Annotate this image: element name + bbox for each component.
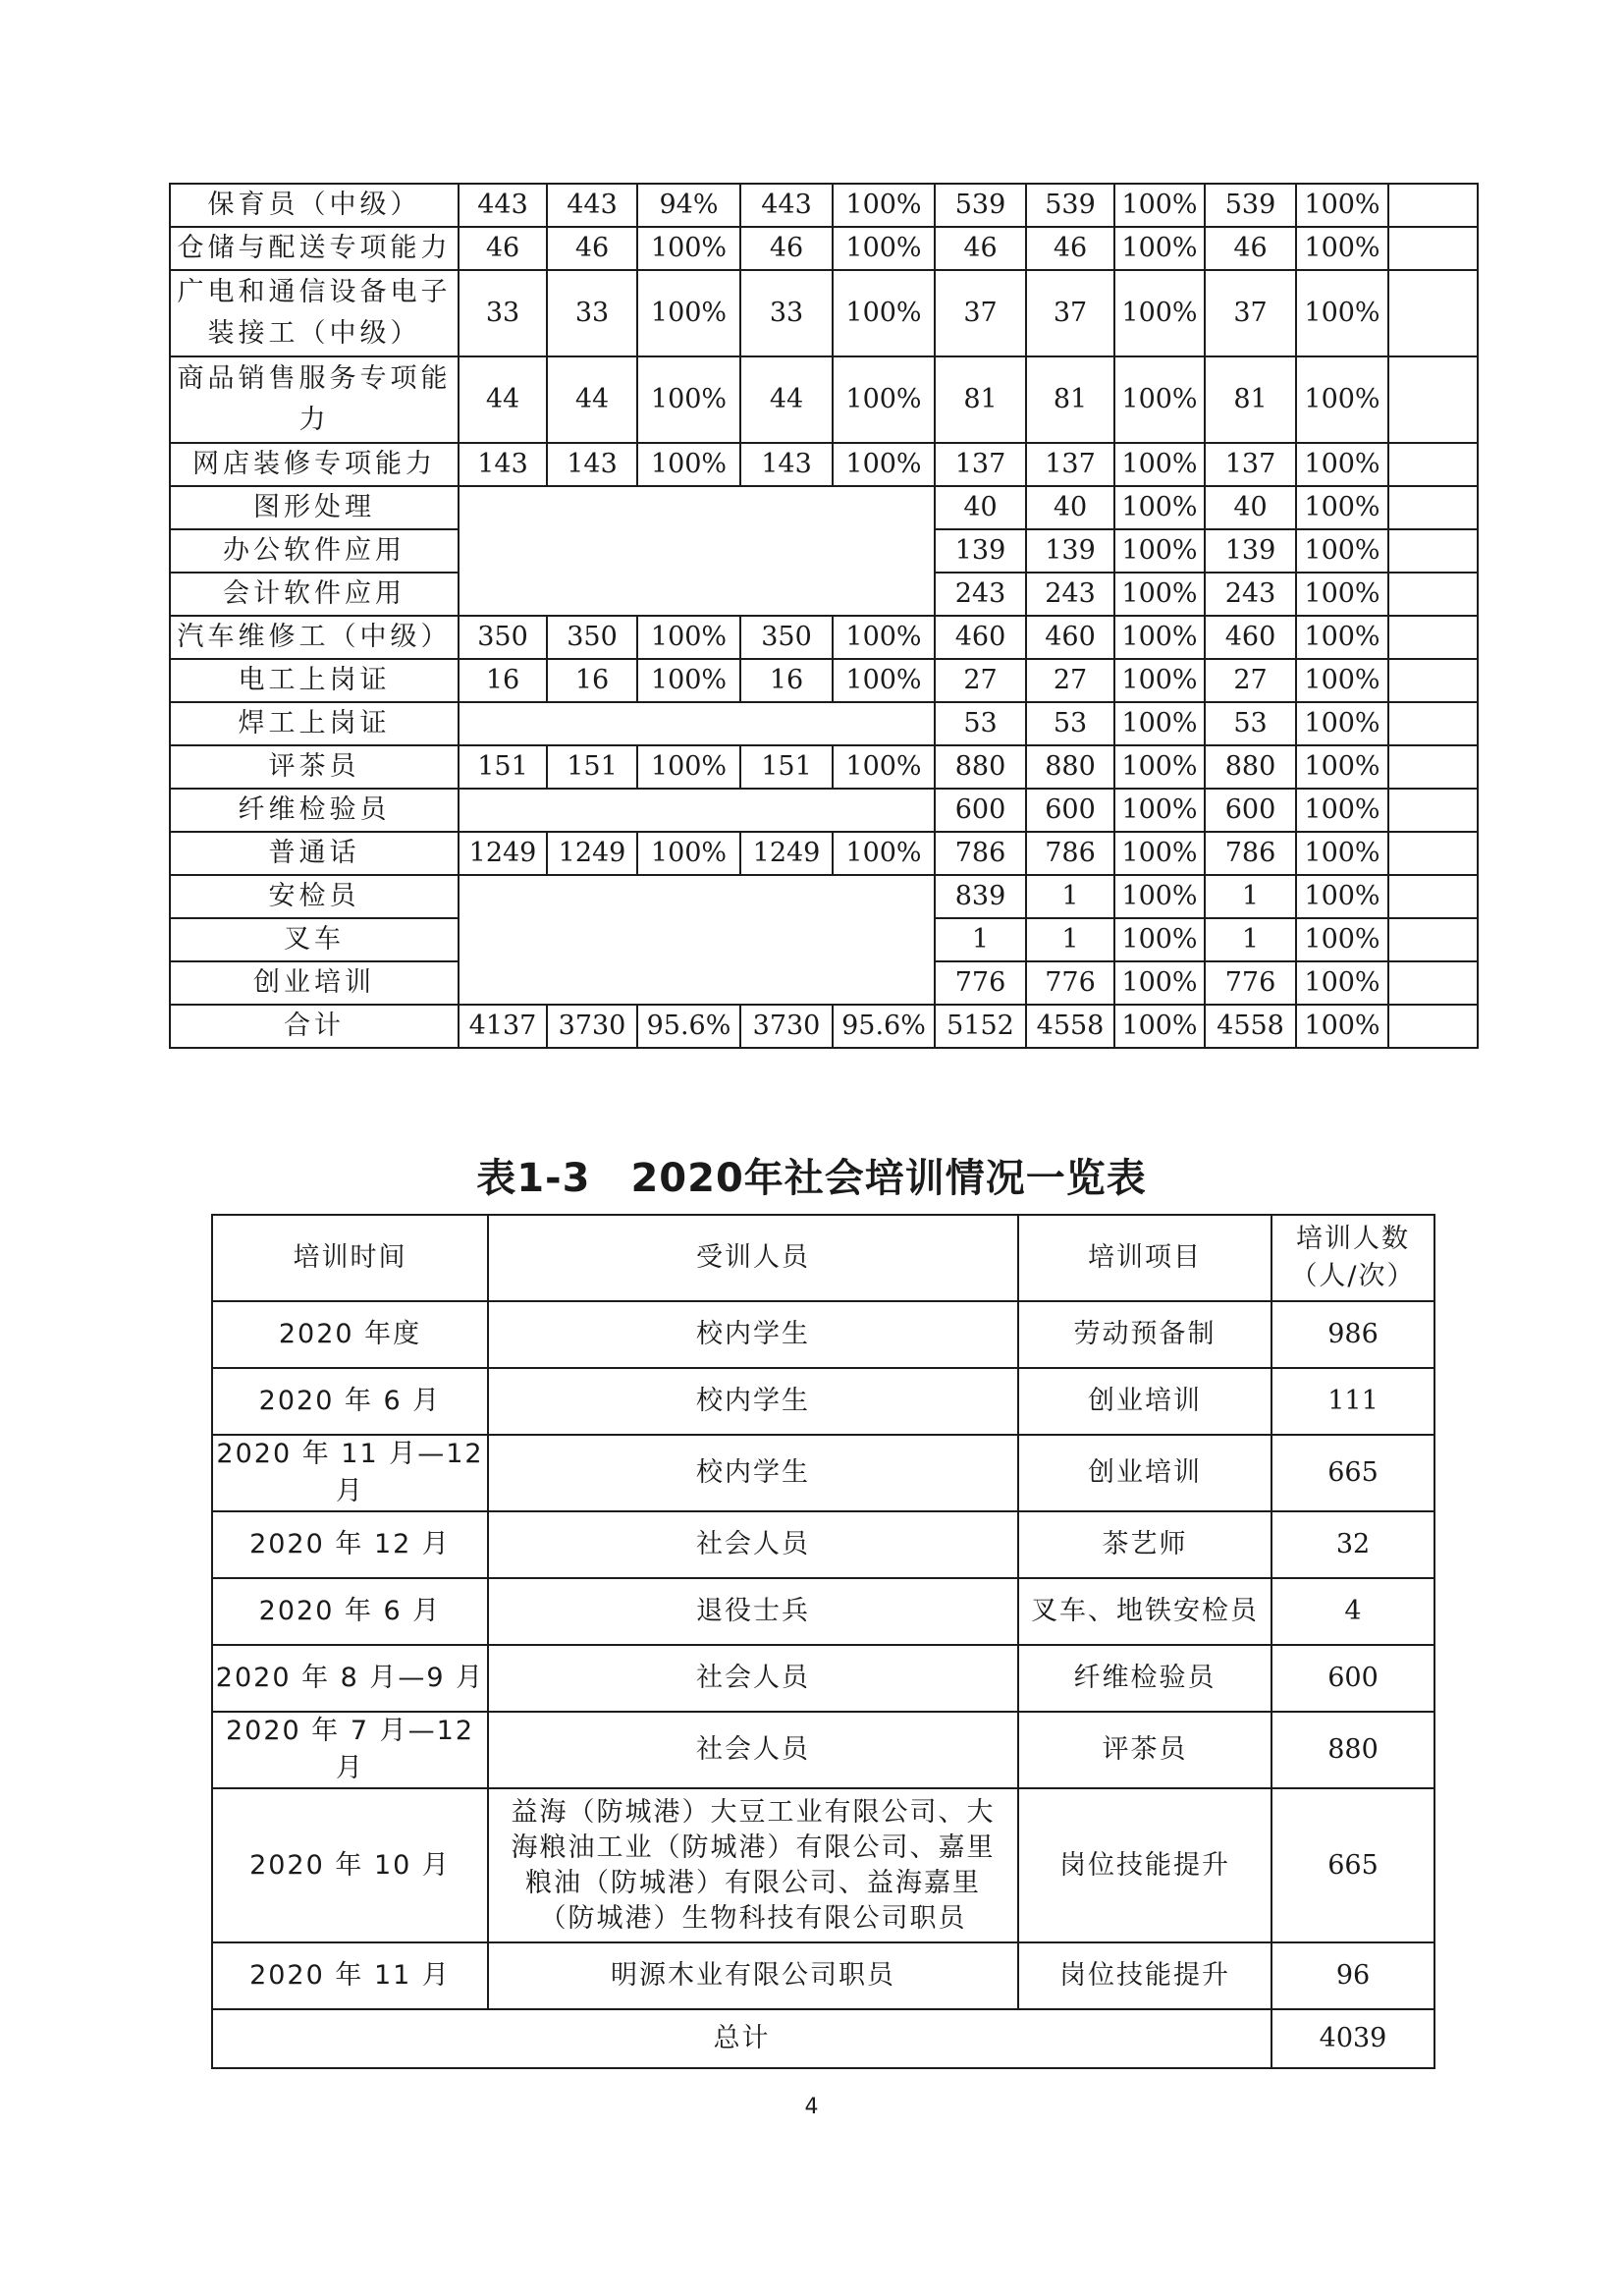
time-cell: 2020 年 6 月 xyxy=(212,1578,488,1645)
data-cell: 100% xyxy=(1114,184,1205,227)
table-row xyxy=(170,1005,1478,1048)
data-cell xyxy=(1388,659,1478,702)
data-cell: 539 xyxy=(1205,184,1296,227)
trainees-cell: 退役士兵 xyxy=(488,1578,1018,1645)
empty-merged-cell xyxy=(459,918,935,961)
data-cell: 100% xyxy=(637,356,740,443)
row-label: 安检员 xyxy=(170,875,459,918)
time-cell: 2020 年 7 月—12 月 xyxy=(212,1712,488,1788)
time-cell: 2020 年 12 月 xyxy=(212,1511,488,1578)
data-cell: 44 xyxy=(740,356,833,443)
data-cell: 786 xyxy=(935,832,1026,875)
data-cell: 100% xyxy=(1296,702,1388,745)
data-cell: 100% xyxy=(1296,356,1388,443)
data-cell xyxy=(1388,789,1478,832)
data-cell: 27 xyxy=(1026,659,1114,702)
data-cell: 53 xyxy=(1026,702,1114,745)
table-row xyxy=(170,961,1478,1005)
table-row xyxy=(212,1645,1434,1712)
data-cell xyxy=(1388,961,1478,1005)
time-cell: 2020 年 6 月 xyxy=(212,1368,488,1435)
data-cell: 1 xyxy=(935,918,1026,961)
table-row xyxy=(170,184,1478,227)
data-cell xyxy=(1388,227,1478,270)
data-cell: 880 xyxy=(1205,745,1296,789)
project-cell: 叉车、地铁安检员 xyxy=(1018,1578,1271,1645)
data-cell: 100% xyxy=(1296,1005,1388,1048)
trainees-cell: 社会人员 xyxy=(488,1712,1018,1788)
row-label: 叉车 xyxy=(170,918,459,961)
data-cell: 880 xyxy=(935,745,1026,789)
data-cell: 350 xyxy=(547,616,637,659)
data-cell: 350 xyxy=(459,616,547,659)
data-cell: 460 xyxy=(1205,616,1296,659)
data-cell: 100% xyxy=(1296,529,1388,573)
data-cell: 143 xyxy=(547,443,637,486)
data-cell: 4558 xyxy=(1026,1005,1114,1048)
count-cell: 111 xyxy=(1271,1368,1434,1435)
data-cell: 100% xyxy=(1296,918,1388,961)
data-cell: 350 xyxy=(740,616,833,659)
table-title: 表1-3 2020年社会培训情况一览表 xyxy=(476,1156,1147,1201)
trainees-cell: 益海（防城港）大豆工业有限公司、大海粮油工业（防城港）有限公司、嘉里粮油（防城港）有限公司、益海嘉里（防城港）生物科技有限公司职员 xyxy=(488,1788,1018,1942)
row-label: 评茶员 xyxy=(170,745,459,789)
data-cell: 100% xyxy=(1114,1005,1205,1048)
data-cell: 100% xyxy=(1114,789,1205,832)
table-row xyxy=(170,659,1478,702)
data-cell: 100% xyxy=(833,356,935,443)
data-cell xyxy=(1388,616,1478,659)
data-cell: 100% xyxy=(637,616,740,659)
data-cell: 139 xyxy=(935,529,1026,573)
total-label: 总计 xyxy=(212,2009,1271,2068)
data-cell xyxy=(1388,356,1478,443)
data-cell: 137 xyxy=(935,443,1026,486)
data-cell xyxy=(1388,1005,1478,1048)
data-cell: 81 xyxy=(935,356,1026,443)
time-cell: 2020 年 11 月 xyxy=(212,1942,488,2009)
count-cell: 665 xyxy=(1271,1788,1434,1942)
table-row xyxy=(170,270,1478,356)
data-cell: 4558 xyxy=(1205,1005,1296,1048)
table-row xyxy=(212,1511,1434,1578)
data-cell: 151 xyxy=(740,745,833,789)
data-cell xyxy=(1388,573,1478,616)
data-cell: 100% xyxy=(833,745,935,789)
row-label: 网店装修专项能力 xyxy=(170,443,459,486)
row-label: 焊工上岗证 xyxy=(170,702,459,745)
data-cell: 243 xyxy=(935,573,1026,616)
data-cell: 600 xyxy=(1026,789,1114,832)
project-cell: 创业培训 xyxy=(1018,1435,1271,1511)
trainees-cell: 校内学生 xyxy=(488,1435,1018,1511)
data-cell: 40 xyxy=(935,486,1026,529)
data-cell: 143 xyxy=(459,443,547,486)
project-cell: 劳动预备制 xyxy=(1018,1301,1271,1368)
row-label: 保育员（中级） xyxy=(170,184,459,227)
data-cell xyxy=(1388,832,1478,875)
row-label: 汽车维修工（中级） xyxy=(170,616,459,659)
header-cell: 培训人数（人/次） xyxy=(1271,1215,1434,1301)
data-cell: 46 xyxy=(1205,227,1296,270)
data-cell xyxy=(1388,184,1478,227)
trainees-cell: 明源木业有限公司职员 xyxy=(488,1942,1018,2009)
data-cell: 100% xyxy=(1114,573,1205,616)
empty-merged-cell xyxy=(459,486,935,529)
count-cell: 32 xyxy=(1271,1511,1434,1578)
data-cell xyxy=(1388,918,1478,961)
data-cell: 100% xyxy=(637,227,740,270)
data-cell: 100% xyxy=(833,659,935,702)
data-cell: 16 xyxy=(547,659,637,702)
data-cell: 100% xyxy=(833,443,935,486)
data-cell: 100% xyxy=(833,227,935,270)
empty-merged-cell xyxy=(459,573,935,616)
row-label: 办公软件应用 xyxy=(170,529,459,573)
data-cell: 143 xyxy=(740,443,833,486)
data-cell: 151 xyxy=(547,745,637,789)
empty-merged-cell xyxy=(459,875,935,918)
trainees-cell: 社会人员 xyxy=(488,1645,1018,1712)
data-cell: 100% xyxy=(1296,184,1388,227)
data-cell: 27 xyxy=(1205,659,1296,702)
data-cell xyxy=(1388,270,1478,356)
project-cell: 茶艺师 xyxy=(1018,1511,1271,1578)
table-row xyxy=(170,745,1478,789)
table-row xyxy=(170,227,1478,270)
data-cell: 139 xyxy=(1205,529,1296,573)
time-cell: 2020 年度 xyxy=(212,1301,488,1368)
data-cell: 539 xyxy=(935,184,1026,227)
data-cell: 16 xyxy=(459,659,547,702)
data-cell: 243 xyxy=(1205,573,1296,616)
data-cell: 33 xyxy=(740,270,833,356)
data-cell: 839 xyxy=(935,875,1026,918)
data-cell: 100% xyxy=(1296,789,1388,832)
count-cell: 986 xyxy=(1271,1301,1434,1368)
data-cell: 100% xyxy=(1114,616,1205,659)
table-row xyxy=(170,702,1478,745)
data-cell: 100% xyxy=(637,659,740,702)
table-row xyxy=(170,486,1478,529)
data-cell: 1 xyxy=(1205,918,1296,961)
data-cell xyxy=(1388,745,1478,789)
count-cell: 96 xyxy=(1271,1942,1434,2009)
total-value: 4039 xyxy=(1271,2009,1434,2068)
time-cell: 2020 年 10 月 xyxy=(212,1788,488,1942)
data-cell: 100% xyxy=(1296,227,1388,270)
project-cell: 评茶员 xyxy=(1018,1712,1271,1788)
data-cell: 100% xyxy=(1296,443,1388,486)
header-cell: 受训人员 xyxy=(488,1215,1018,1301)
data-cell: 600 xyxy=(935,789,1026,832)
data-cell: 1249 xyxy=(459,832,547,875)
data-cell: 776 xyxy=(1026,961,1114,1005)
data-cell: 100% xyxy=(1114,356,1205,443)
empty-merged-cell xyxy=(459,961,935,1005)
table-row xyxy=(212,1435,1434,1511)
data-cell: 27 xyxy=(935,659,1026,702)
data-cell: 100% xyxy=(1114,529,1205,573)
row-label: 电工上岗证 xyxy=(170,659,459,702)
table-row xyxy=(212,1788,1434,1942)
trainees-cell: 社会人员 xyxy=(488,1511,1018,1578)
data-cell: 46 xyxy=(935,227,1026,270)
data-cell: 40 xyxy=(1205,486,1296,529)
count-cell: 880 xyxy=(1271,1712,1434,1788)
data-cell xyxy=(1388,875,1478,918)
data-cell: 100% xyxy=(833,616,935,659)
data-cell: 880 xyxy=(1026,745,1114,789)
table-row xyxy=(212,1301,1434,1368)
social-training-table xyxy=(211,1214,1435,2069)
project-cell: 岗位技能提升 xyxy=(1018,1788,1271,1942)
data-cell: 100% xyxy=(1296,659,1388,702)
header-cell: 培训时间 xyxy=(212,1215,488,1301)
data-cell: 53 xyxy=(935,702,1026,745)
data-cell xyxy=(1388,529,1478,573)
data-cell: 1 xyxy=(1026,918,1114,961)
data-cell: 786 xyxy=(1205,832,1296,875)
data-cell: 95.6% xyxy=(637,1005,740,1048)
row-label: 合计 xyxy=(170,1005,459,1048)
count-cell: 4 xyxy=(1271,1578,1434,1645)
data-cell: 460 xyxy=(1026,616,1114,659)
data-cell: 33 xyxy=(459,270,547,356)
data-cell: 94% xyxy=(637,184,740,227)
data-cell: 44 xyxy=(547,356,637,443)
data-cell: 539 xyxy=(1026,184,1114,227)
data-cell: 100% xyxy=(833,184,935,227)
page-number: 4 xyxy=(804,2095,819,2119)
data-cell: 100% xyxy=(1114,659,1205,702)
data-cell: 3730 xyxy=(740,1005,833,1048)
trainees-cell: 校内学生 xyxy=(488,1301,1018,1368)
data-cell: 1 xyxy=(1205,875,1296,918)
data-cell: 100% xyxy=(1296,486,1388,529)
data-cell: 776 xyxy=(935,961,1026,1005)
table-row xyxy=(170,529,1478,573)
data-cell: 5152 xyxy=(935,1005,1026,1048)
data-cell: 776 xyxy=(1205,961,1296,1005)
data-cell: 100% xyxy=(1114,270,1205,356)
data-cell: 81 xyxy=(1205,356,1296,443)
data-cell: 46 xyxy=(1026,227,1114,270)
data-cell: 100% xyxy=(637,745,740,789)
table-row xyxy=(170,443,1478,486)
data-cell: 137 xyxy=(1205,443,1296,486)
data-cell: 100% xyxy=(1114,486,1205,529)
data-cell: 100% xyxy=(1296,270,1388,356)
table-row xyxy=(170,616,1478,659)
data-cell: 3730 xyxy=(547,1005,637,1048)
header-cell: 培训项目 xyxy=(1018,1215,1271,1301)
data-cell: 100% xyxy=(1296,832,1388,875)
data-cell: 100% xyxy=(1296,961,1388,1005)
data-cell xyxy=(1388,702,1478,745)
data-cell: 243 xyxy=(1026,573,1114,616)
table-row xyxy=(212,1368,1434,1435)
data-cell: 100% xyxy=(637,270,740,356)
data-cell: 100% xyxy=(833,270,935,356)
data-cell: 4137 xyxy=(459,1005,547,1048)
table-row xyxy=(212,1712,1434,1788)
data-cell xyxy=(1388,486,1478,529)
data-cell: 137 xyxy=(1026,443,1114,486)
data-cell: 100% xyxy=(1114,443,1205,486)
data-cell: 1 xyxy=(1026,875,1114,918)
data-cell: 100% xyxy=(1114,832,1205,875)
count-cell: 665 xyxy=(1271,1435,1434,1511)
data-cell: 95.6% xyxy=(833,1005,935,1048)
data-cell: 81 xyxy=(1026,356,1114,443)
data-cell: 100% xyxy=(1296,745,1388,789)
data-cell: 100% xyxy=(1114,875,1205,918)
data-cell: 46 xyxy=(547,227,637,270)
empty-merged-cell xyxy=(459,529,935,573)
table-row xyxy=(170,573,1478,616)
data-cell: 460 xyxy=(935,616,1026,659)
table-row xyxy=(170,789,1478,832)
row-label: 会计软件应用 xyxy=(170,573,459,616)
data-cell: 1249 xyxy=(547,832,637,875)
table-row xyxy=(170,356,1478,443)
data-cell: 100% xyxy=(1296,573,1388,616)
row-label: 商品销售服务专项能力 xyxy=(170,356,459,443)
table-row xyxy=(170,918,1478,961)
data-cell: 46 xyxy=(740,227,833,270)
certification-table xyxy=(169,183,1479,1049)
data-cell: 37 xyxy=(1026,270,1114,356)
data-cell: 46 xyxy=(459,227,547,270)
total-row xyxy=(212,2009,1434,2068)
data-cell: 37 xyxy=(935,270,1026,356)
data-cell: 151 xyxy=(459,745,547,789)
data-cell: 786 xyxy=(1026,832,1114,875)
data-cell: 100% xyxy=(1114,918,1205,961)
table-row xyxy=(170,832,1478,875)
data-cell: 100% xyxy=(1114,702,1205,745)
data-cell: 443 xyxy=(740,184,833,227)
trainees-cell: 校内学生 xyxy=(488,1368,1018,1435)
data-cell: 53 xyxy=(1205,702,1296,745)
time-cell: 2020 年 8 月—9 月 xyxy=(212,1645,488,1712)
project-cell: 创业培训 xyxy=(1018,1368,1271,1435)
table-header-row xyxy=(212,1215,1434,1301)
empty-merged-cell xyxy=(459,702,935,745)
data-cell: 33 xyxy=(547,270,637,356)
data-cell: 40 xyxy=(1026,486,1114,529)
data-cell: 37 xyxy=(1205,270,1296,356)
data-cell: 100% xyxy=(1296,616,1388,659)
data-cell: 100% xyxy=(1114,961,1205,1005)
data-cell: 1249 xyxy=(740,832,833,875)
count-cell: 600 xyxy=(1271,1645,1434,1712)
row-label: 创业培训 xyxy=(170,961,459,1005)
row-label: 仓储与配送专项能力 xyxy=(170,227,459,270)
row-label: 普通话 xyxy=(170,832,459,875)
data-cell: 139 xyxy=(1026,529,1114,573)
empty-merged-cell xyxy=(459,789,935,832)
time-cell: 2020 年 11 月—12 月 xyxy=(212,1435,488,1511)
table-row xyxy=(170,875,1478,918)
table-row xyxy=(212,1578,1434,1645)
data-cell: 100% xyxy=(637,832,740,875)
data-cell: 443 xyxy=(547,184,637,227)
data-cell: 443 xyxy=(459,184,547,227)
data-cell: 100% xyxy=(1114,227,1205,270)
row-label: 纤维检验员 xyxy=(170,789,459,832)
project-cell: 纤维检验员 xyxy=(1018,1645,1271,1712)
row-label: 图形处理 xyxy=(170,486,459,529)
data-cell: 600 xyxy=(1205,789,1296,832)
data-cell: 100% xyxy=(833,832,935,875)
data-cell: 100% xyxy=(637,443,740,486)
project-cell: 岗位技能提升 xyxy=(1018,1942,1271,2009)
data-cell: 16 xyxy=(740,659,833,702)
data-cell: 44 xyxy=(459,356,547,443)
data-cell xyxy=(1388,443,1478,486)
table-row xyxy=(212,1942,1434,2009)
row-label: 广电和通信设备电子装接工（中级） xyxy=(170,270,459,356)
data-cell: 100% xyxy=(1296,875,1388,918)
data-cell: 100% xyxy=(1114,745,1205,789)
